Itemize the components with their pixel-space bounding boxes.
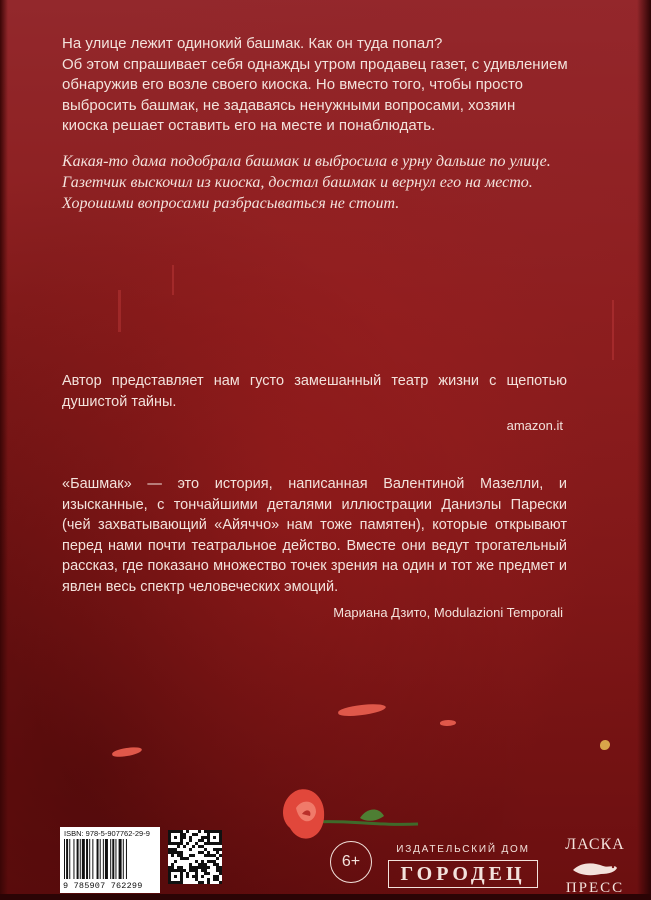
intro-line: выбросить башмак, не задаваясь ненужными вопросами, хозяин	[62, 96, 516, 114]
paint-streak	[172, 265, 174, 295]
weasel-icon	[571, 856, 619, 878]
review-quote: Автор представляет нам густо замешанный театр жизни с щепотью душистой тайны.	[62, 373, 567, 410]
paint-streak	[612, 300, 614, 360]
imprint-name: ЛАСКА	[565, 836, 625, 853]
rose-petal	[338, 703, 387, 718]
intro-line: На улице лежит одинокий башмак. Как он туда попал?	[62, 35, 443, 52]
cover-bottom-edge	[0, 894, 651, 900]
cover-right-edge	[637, 0, 651, 900]
review-source: Мариана Дзито, Modulazioni Temporali	[333, 605, 563, 620]
intro-paragraph	[62, 34, 590, 137]
imprint-subtitle: ПРЕСС	[565, 880, 625, 896]
rose-petal	[440, 720, 456, 726]
publisher-logo: ГОРОДЕЦ	[388, 860, 538, 888]
rose-petal	[112, 746, 143, 758]
isbn-label: ISBN: 978-5-907762-29-9	[64, 829, 150, 838]
excerpt-line: Газетчик выскочил из киоска, достал башмак и вернул его на место.	[62, 174, 533, 191]
italic-excerpt	[62, 151, 590, 214]
intro-line: обнаружив его возле своего киоска. Но вместо того, чтобы просто	[62, 76, 524, 93]
review-source: amazon.it	[506, 418, 563, 433]
intro-line: Об этом спрашивает себя однажды утром продавец газет, с удивлением	[62, 55, 568, 73]
excerpt-line: Хорошими вопросами разбрасываться не стоит.	[62, 195, 400, 212]
review-quote: «Башмак» — это история, написанная Валентиной Мазелли, и изысканные, с тончайшими деталями иллюстрации Даниэлы Парески (чей захватывающий «Айяччо» нам тоже памятен), которые открывают перед нами почти театральное действо. Вместе они ведут трогательный рассказ, где показано множество точек зрения на один и тот же предмет и явлен весь спектр человеческих эмоций.	[62, 476, 567, 595]
age-rating-badge: 6+	[330, 841, 372, 883]
isbn-barcode-block	[60, 827, 160, 893]
barcode	[64, 839, 156, 879]
intro-line: киоска решает оставить его на месте и понаблюдать.	[62, 117, 436, 134]
excerpt-line: Какая-то дама подобрала башмак и выбросила в урну дальше по улице.	[62, 153, 551, 170]
qr-code	[168, 830, 222, 884]
paint-streak	[118, 290, 121, 332]
cover-left-edge	[0, 0, 8, 900]
rose-petal	[600, 740, 610, 750]
publisher-label: ИЗДАТЕЛЬСКИЙ ДОМ	[396, 844, 530, 855]
isbn-digits: 9 785907 762299	[63, 881, 143, 891]
